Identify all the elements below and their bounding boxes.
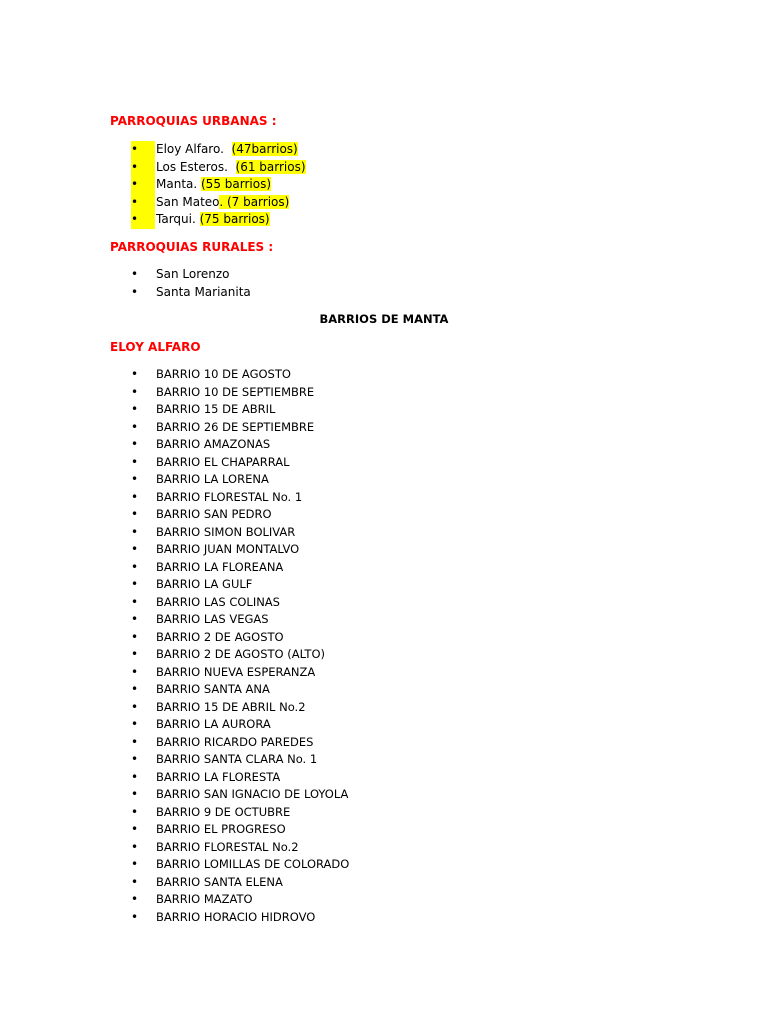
- barrio-name: BARRIO LA FLOREANA: [156, 559, 284, 574]
- barrio-name: BARRIO NUEVA ESPERANZA: [156, 664, 316, 679]
- barrio-name: BARRIO EL PROGRESO: [156, 822, 286, 836]
- bullet-icon: •: [131, 211, 155, 229]
- bullet-icon: •: [131, 787, 139, 801]
- rural-parish-name: San Lorenzo: [156, 267, 230, 281]
- barrio-name: BARRIO 10 DE SEPTIEMBRE: [156, 384, 315, 399]
- parish-label: [156, 211, 270, 229]
- bullet-icon: •: [131, 437, 139, 451]
- bullet-icon: •: [131, 419, 139, 434]
- bullet-icon: •: [131, 682, 139, 696]
- parish-name: Eloy Alfaro.: [156, 142, 232, 156]
- barrio-name: BARRIO FLORESTAL No. 1: [156, 489, 303, 504]
- bullet-icon: •: [131, 804, 139, 819]
- parish-name: San Mateo: [156, 194, 220, 209]
- barrio-name: BARRIO LA AURORA: [156, 717, 271, 731]
- bullet-icon: •: [131, 507, 139, 521]
- barrio-name: BARRIO MAZATO: [156, 892, 253, 906]
- barrio-name: BARRIO 2 DE AGOSTO: [156, 629, 284, 644]
- bullet-icon: •: [131, 384, 139, 399]
- barrio-name: BARRIO FLORESTAL No.2: [156, 839, 299, 854]
- barrio-name: BARRIO LAS VEGAS: [156, 612, 269, 626]
- bullet-icon: •: [131, 909, 139, 924]
- barrio-name: BARRIO JUAN MONTALVO: [156, 542, 300, 556]
- barrio-name: BARRIO RICARDO PAREDES: [156, 734, 314, 749]
- bullet-icon: •: [131, 874, 139, 889]
- bullet-icon: •: [131, 839, 139, 854]
- barrio-name: BARRIO LA FLORESTA: [156, 769, 281, 784]
- parish-label: [156, 141, 298, 159]
- barrio-name: BARRIO LAS COLINAS: [156, 594, 280, 609]
- barrio-name: BARRIO SANTA ANA: [156, 682, 270, 696]
- barrio-name: BARRIO SANTA ELENA: [156, 874, 283, 889]
- barrio-name: BARRIO 9 DE OCTUBRE: [156, 804, 291, 819]
- bullet-icon: •: [131, 857, 139, 871]
- bullet-icon: •: [131, 717, 139, 731]
- barrio-count-highlight: (61 barrios): [235, 159, 306, 174]
- barrio-count-highlight: (47barrios): [231, 142, 298, 156]
- parish-label: [156, 176, 271, 194]
- bullet-icon: •: [131, 577, 139, 591]
- eloy-alfaro-heading: ELOY ALFARO: [110, 340, 201, 354]
- bullet-icon: •: [131, 822, 139, 836]
- bullet-icon: •: [131, 472, 139, 486]
- parish-name: Tarqui.: [156, 212, 200, 226]
- bullet-icon: •: [131, 402, 139, 416]
- urban-parishes-heading: PARROQUIAS URBANAS :: [110, 114, 277, 128]
- bullet-icon: •: [131, 367, 139, 381]
- bullet-icon: •: [131, 176, 155, 194]
- parish-label: [156, 194, 289, 212]
- barrio-name: BARRIO AMAZONAS: [156, 437, 271, 451]
- bullet-icon: •: [131, 524, 139, 539]
- bullet-icon: •: [131, 284, 139, 299]
- bullet-icon: •: [131, 752, 139, 766]
- rural-parishes-heading: PARROQUIAS RURALES :: [110, 240, 274, 254]
- bullet-icon: •: [131, 699, 139, 714]
- bullet-icon: •: [131, 267, 139, 281]
- barrio-count-highlight: (75 barrios): [199, 212, 270, 226]
- bullet-icon: •: [131, 769, 139, 784]
- barrio-name: BARRIO 26 DE SEPTIEMBRE: [156, 419, 315, 434]
- bullet-icon: •: [131, 664, 139, 679]
- bullet-icon: •: [131, 734, 139, 749]
- bullet-icon: •: [131, 559, 139, 574]
- barrio-name: BARRIO SAN PEDRO: [156, 507, 272, 521]
- bullet-icon: •: [131, 629, 139, 644]
- bullet-icon: •: [131, 542, 139, 556]
- barrio-name: BARRIO 15 DE ABRIL No.2: [156, 699, 306, 714]
- barrio-name: BARRIO 2 DE AGOSTO (ALTO): [156, 647, 325, 661]
- barrio-name: BARRIO SANTA CLARA No. 1: [156, 752, 318, 766]
- bullet-icon: •: [131, 141, 155, 159]
- barrio-name: BARRIO SAN IGNACIO DE LOYOLA: [156, 787, 349, 801]
- barrio-name: BARRIO SIMON BOLIVAR: [156, 524, 296, 539]
- document-title: BARRIOS DE MANTA: [319, 312, 449, 326]
- barrio-name: BARRIO LOMILLAS DE COLORADO: [156, 857, 350, 871]
- barrio-count-highlight: . (7 barrios): [219, 194, 290, 209]
- parish-name: Los Esteros.: [156, 159, 236, 174]
- bullet-icon: •: [131, 194, 155, 212]
- barrio-name: BARRIO 15 DE ABRIL: [156, 402, 276, 416]
- bullet-icon: •: [131, 454, 139, 469]
- barrio-name: BARRIO LA LORENA: [156, 472, 269, 486]
- bullet-icon: •: [131, 594, 139, 609]
- barrio-name: BARRIO HORACIO HIDROVO: [156, 909, 316, 924]
- bullet-icon: •: [131, 647, 139, 661]
- barrio-name: BARRIO EL CHAPARRAL: [156, 454, 290, 469]
- barrio-count-highlight: (55 barrios): [201, 177, 272, 191]
- barrio-name: BARRIO LA GULF: [156, 577, 253, 591]
- bullet-icon: •: [131, 489, 139, 504]
- bullet-icon: •: [131, 159, 155, 177]
- parish-name: Manta.: [156, 177, 201, 191]
- rural-parish-name: Santa Marianita: [156, 284, 251, 299]
- barrio-name: BARRIO 10 DE AGOSTO: [156, 367, 291, 381]
- bullet-icon: •: [131, 892, 139, 906]
- parish-label: [156, 159, 306, 177]
- bullet-icon: •: [131, 612, 139, 626]
